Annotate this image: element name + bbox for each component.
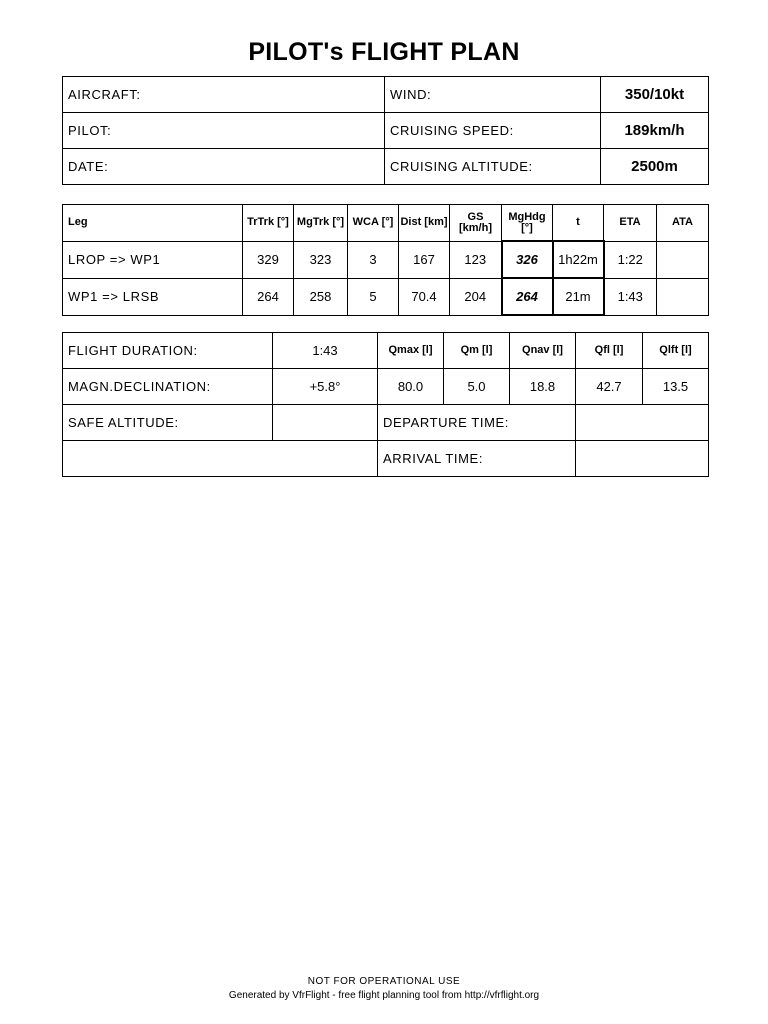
- cruising-speed-value: 189km/h: [601, 113, 709, 149]
- header-eta: ETA: [604, 205, 657, 242]
- gs-cell: 123: [450, 241, 502, 278]
- info-row-date: [63, 149, 709, 185]
- cruising-altitude-label: CRUISING ALTITUDE:: [385, 149, 601, 185]
- wca-cell: 3: [348, 241, 399, 278]
- table-row: [63, 278, 709, 315]
- leg-name: LROP => WP1: [63, 241, 243, 278]
- safe-altitude-label: SAFE ALTITUDE:: [63, 405, 273, 441]
- dist-cell: 70.4: [399, 278, 450, 315]
- header-t: t: [553, 205, 604, 242]
- header-trtrk: TrTrk [°]: [243, 205, 294, 242]
- safe-altitude-value: [273, 405, 378, 441]
- ata-cell: [657, 278, 709, 315]
- cruising-altitude-value: 2500m: [601, 149, 709, 185]
- wind-value: 350/10kt: [601, 77, 709, 113]
- arrival-time-value: [576, 441, 709, 477]
- summary-table: [62, 332, 709, 477]
- header-mghdg: MgHdg [°]: [502, 205, 553, 242]
- header-qlft: Qlft [l]: [643, 333, 709, 369]
- qnav-value: 18.8: [510, 369, 576, 405]
- qmax-value: 80.0: [378, 369, 444, 405]
- magn-declination-label: MAGN.DECLINATION:: [63, 369, 273, 405]
- dist-cell: 167: [399, 241, 450, 278]
- arrival-time-label: ARRIVAL TIME:: [378, 441, 576, 477]
- page-title: PILOT's FLIGHT PLAN: [248, 38, 520, 66]
- generator-credit: Generated by VfrFlight - free flight planning tool from http://vfrflight.org: [228, 990, 540, 1001]
- cruising-speed-label: CRUISING SPEED:: [385, 113, 601, 149]
- flight-duration-label: FLIGHT DURATION:: [63, 333, 273, 369]
- wind-label: WIND:: [385, 77, 601, 113]
- legs-header-row: [63, 205, 709, 242]
- header-gs: GS [km/h]: [450, 205, 502, 242]
- aircraft-label: AIRCRAFT:: [63, 77, 385, 113]
- flight-duration-value: 1:43: [273, 333, 378, 369]
- mghdg-cell: 326: [502, 241, 553, 278]
- wca-cell: 5: [348, 278, 399, 315]
- eta-cell: 1:22: [604, 241, 657, 278]
- legs-table: [62, 204, 709, 316]
- info-row-aircraft: [63, 77, 709, 113]
- summary-row-arrival: [63, 441, 709, 477]
- header-wca: WCA [°]: [348, 205, 399, 242]
- header-qnav: Qnav [l]: [510, 333, 576, 369]
- trtrk-cell: 329: [243, 241, 294, 278]
- mgtrk-cell: 323: [294, 241, 348, 278]
- header-mgtrk: MgTrk [°]: [294, 205, 348, 242]
- summary-row-declination: [63, 369, 709, 405]
- eta-cell: 1:43: [604, 278, 657, 315]
- header-leg: Leg: [63, 205, 243, 242]
- pilot-label: PILOT:: [63, 113, 385, 149]
- time-cell: 1h22m: [553, 241, 604, 278]
- summary-row-safe-altitude: [63, 405, 709, 441]
- header-qm: Qm [l]: [444, 333, 510, 369]
- leg-name: WP1 => LRSB: [63, 278, 243, 315]
- summary-row-duration: [63, 333, 709, 369]
- date-label: DATE:: [63, 149, 385, 185]
- ata-cell: [657, 241, 709, 278]
- qfl-value: 42.7: [576, 369, 643, 405]
- header-qmax: Qmax [l]: [378, 333, 444, 369]
- blank-cell: [63, 441, 378, 477]
- departure-time-label: DEPARTURE TIME:: [378, 405, 576, 441]
- magn-declination-value: +5.8°: [273, 369, 378, 405]
- departure-time-value: [576, 405, 709, 441]
- trtrk-cell: 264: [243, 278, 294, 315]
- info-row-pilot: [63, 113, 709, 149]
- disclaimer-text: NOT FOR OPERATIONAL USE: [307, 976, 461, 987]
- mgtrk-cell: 258: [294, 278, 348, 315]
- time-cell: 21m: [553, 278, 604, 315]
- header-ata: ATA: [657, 205, 709, 242]
- table-row: [63, 241, 709, 278]
- mghdg-cell: 264: [502, 278, 553, 315]
- header-dist: Dist [km]: [399, 205, 450, 242]
- qm-value: 5.0: [444, 369, 510, 405]
- header-qfl: Qfl [l]: [576, 333, 643, 369]
- flight-info-table: [62, 76, 709, 185]
- gs-cell: 204: [450, 278, 502, 315]
- qlft-value: 13.5: [643, 369, 709, 405]
